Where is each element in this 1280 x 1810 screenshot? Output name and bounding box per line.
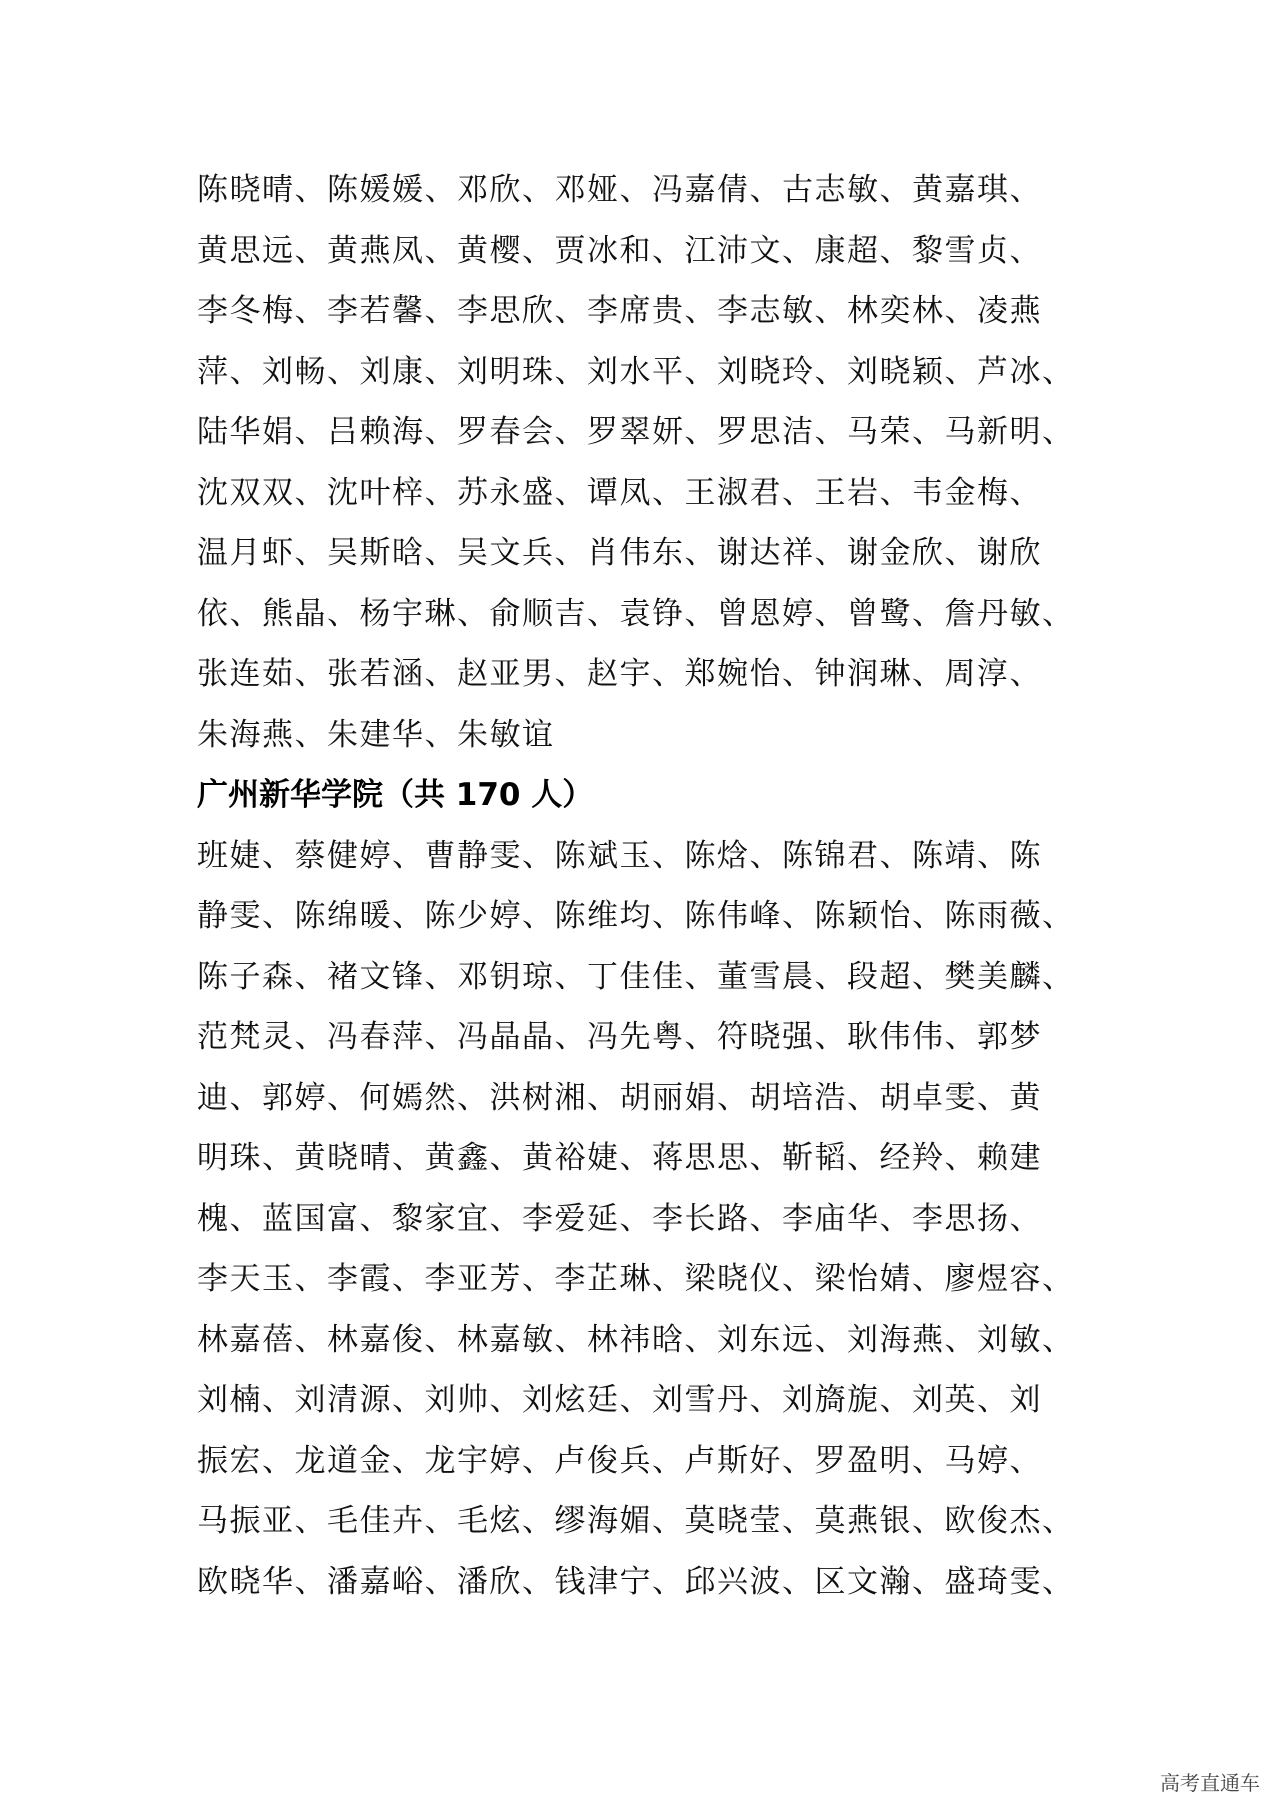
name-line: 陆华娟、吕赖海、罗春会、罗翠妍、罗思洁、马荣、马新明、 — [197, 414, 1075, 450]
name-line: 依、熊晶、杨宇琳、俞顺吉、袁铮、曾恩婷、曾鹭、詹丹敏、 — [197, 595, 1075, 632]
name-line: 沈双双、沈叶梓、苏永盛、谭凤、王淑君、王岩、韦金梅、 — [197, 474, 1042, 511]
name-line: 陈晓晴、陈媛媛、邓欣、邓娅、冯嘉倩、古志敏、黄嘉琪、 — [197, 172, 1042, 208]
name-line: 李冬梅、李若馨、李思欣、李席贵、李志敏、林奕林、凌燕 — [197, 293, 1042, 329]
name-line: 欧晓华、潘嘉峪、潘欣、钱津宁、邱兴波、区文瀚、盛琦雯、 — [197, 1563, 1075, 1600]
name-line: 班婕、蔡健婷、曹静雯、陈斌玉、陈焓、陈锦君、陈靖、陈 — [197, 837, 1042, 874]
name-line: 静雯、陈绵暖、陈少婷、陈维均、陈伟峰、陈颖怡、陈雨薇、 — [197, 898, 1075, 934]
name-line: 明珠、黄晓晴、黄鑫、黄裕婕、蒋思思、靳韬、经羚、赖建 — [197, 1140, 1042, 1176]
name-line: 萍、刘畅、刘康、刘明珠、刘水平、刘晓玲、刘晓颖、芦冰、 — [197, 353, 1075, 390]
name-line: 槐、蓝国富、黎家宜、李爱延、李长路、李庙华、李思扬、 — [197, 1200, 1042, 1237]
name-line: 张连茹、张若涵、赵亚男、赵宇、郑婉怡、钟润琳、周淳、 — [197, 656, 1042, 692]
watermark: 高考直通车 — [1160, 1771, 1260, 1795]
name-line: 范梵灵、冯春萍、冯晶晶、冯先粤、符晓强、耿伟伟、郭梦 — [197, 1019, 1042, 1055]
name-line: 迪、郭婷、何嫣然、洪树湘、胡丽娟、胡培浩、胡卓雯、黄 — [197, 1079, 1042, 1116]
name-line: 振宏、龙道金、龙宇婷、卢俊兵、卢斯好、罗盈明、马婷、 — [197, 1442, 1042, 1479]
name-line: 朱海燕、朱建华、朱敏谊 — [197, 716, 555, 753]
name-line: 马振亚、毛佳卉、毛炫、缪海媚、莫晓莹、莫燕银、欧俊杰、 — [197, 1503, 1075, 1539]
name-list — [197, 160, 1097, 1612]
name-line: 林嘉蓓、林嘉俊、林嘉敏、林祎晗、刘东远、刘海燕、刘敏、 — [197, 1321, 1075, 1358]
name-line: 刘楠、刘清源、刘帅、刘炫廷、刘雪丹、刘旖旎、刘英、刘 — [197, 1382, 1042, 1418]
name-line: 温月虾、吴斯晗、吴文兵、肖伟东、谢达祥、谢金欣、谢欣 — [197, 535, 1042, 571]
name-line: 黄思远、黄燕凤、黄樱、贾冰和、江沛文、康超、黎雪贞、 — [197, 232, 1042, 269]
name-line: 陈子森、褚文锋、邓钥琼、丁佳佳、董雪晨、段超、樊美麟、 — [197, 958, 1075, 995]
name-line: 李天玉、李霞、李亚芳、李芷琳、梁晓仪、梁怡婧、廖煜容、 — [197, 1261, 1075, 1297]
section-heading: 广州新华学院（共 170 人） — [197, 777, 594, 813]
